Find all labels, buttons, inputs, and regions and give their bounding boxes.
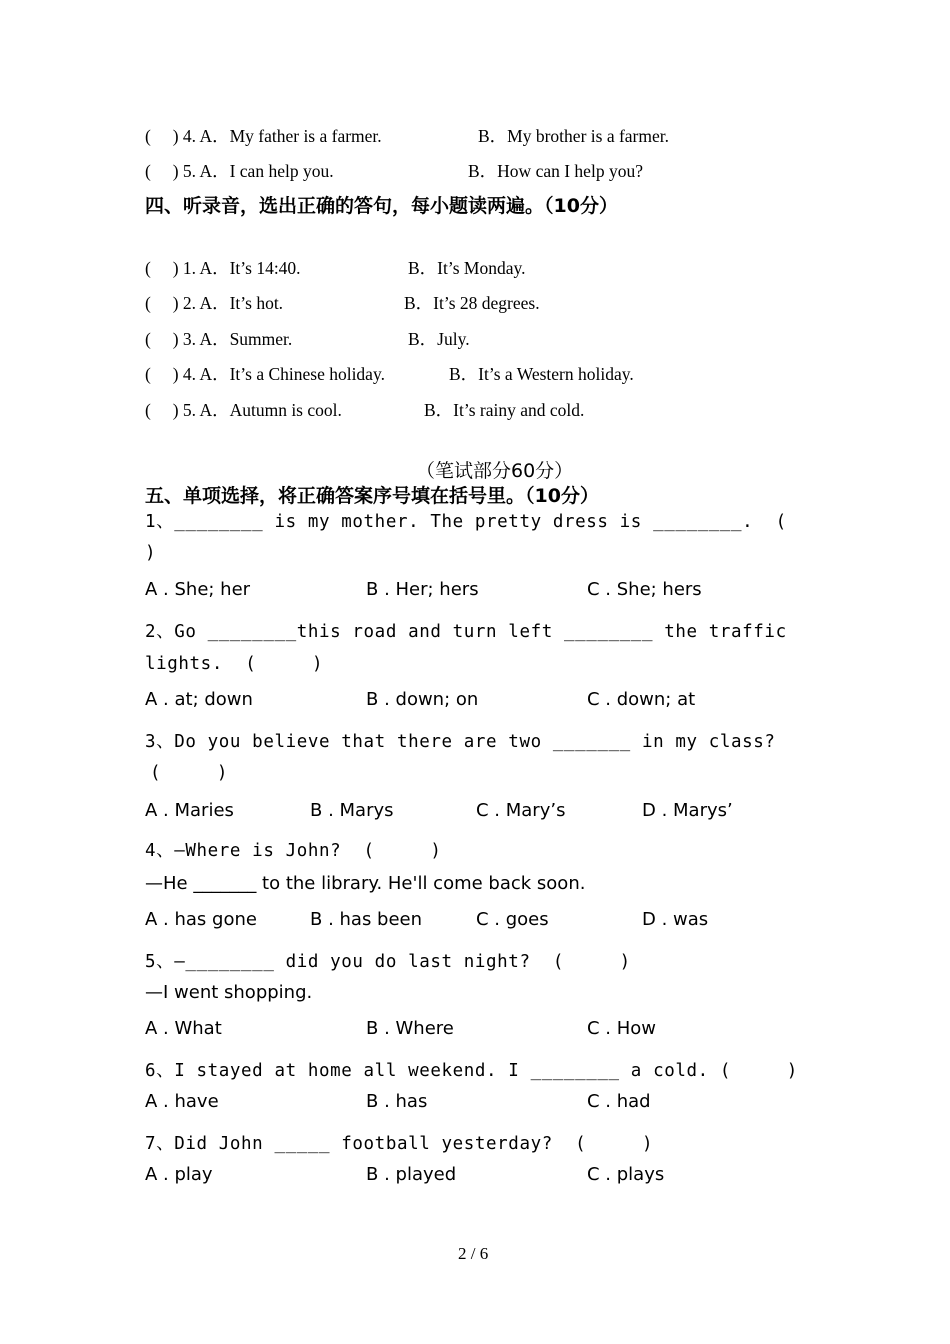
- s5-q5-option-a: A . What: [145, 1018, 222, 1039]
- s5-q2-option-b: B . down; on: [366, 689, 479, 710]
- s3-q4-option-b: B．My brother is a farmer.: [478, 126, 669, 146]
- s5-q5-option-b: B . Where: [366, 1018, 454, 1039]
- s5-q5-option-c: C . How: [587, 1018, 657, 1039]
- s5-q3-option-c: C . Mary’s: [476, 800, 566, 821]
- s5-q2-option-c: C . down; at: [587, 689, 696, 710]
- s4-q5-option-b: B．It’s rainy and cold.: [424, 400, 585, 420]
- s5-q7-option-a: A . play: [145, 1164, 213, 1185]
- s5-q4-line2: —He _______ to the library. He'll come back soon.: [145, 873, 586, 894]
- s5-q6-option-b: B . has: [366, 1091, 428, 1112]
- s5-q4-line1: 4、—Where is John? ( ): [145, 841, 442, 861]
- s5-q1-option-b: B . Her; hers: [366, 579, 479, 600]
- s4-q5-stem: ( ) 5. A．Autumn is cool.: [145, 400, 342, 420]
- s5-q3-option-a: A . Maries: [145, 800, 234, 821]
- s3-q4-stem: ( ) 4. A．My father is a farmer.: [145, 126, 382, 146]
- s5-q1-option-c: C . She; hers: [587, 579, 702, 600]
- s5-q1-line1: 1、________ is my mother. The pretty dress is ________. (: [145, 512, 787, 532]
- s4-q1-stem: ( ) 1. A．It’s 14:40.: [145, 258, 301, 278]
- s4-q1-option-b: B．It’s Monday.: [408, 258, 526, 278]
- s5-q2-option-a: A . at; down: [145, 689, 253, 710]
- s5-q2-line1: 2、Go ________this road and turn left ________ the traffic: [145, 622, 787, 642]
- s4-q3-option-b: B．July.: [408, 329, 470, 349]
- s4-q2-stem: ( ) 2. A．It’s hot.: [145, 293, 284, 313]
- s5-q4-option-b: B . has been: [310, 909, 423, 930]
- s5-q5-line1: 5、—________ did you do last night? ( ): [145, 952, 631, 972]
- section4-heading: 四、听录音，选出正确的答句，每小题读两遍。（10分）: [145, 195, 618, 217]
- s5-q3-line1: 3、Do you believe that there are two _______ in my class?: [145, 732, 776, 752]
- s5-q4-option-a: A . has gone: [145, 909, 257, 930]
- s3-q5-option-b: B．How can I help you?: [468, 161, 643, 181]
- written-part-title: （笔试部分60分）: [416, 460, 574, 482]
- s4-q2-option-b: B．It’s 28 degrees.: [404, 293, 540, 313]
- s5-q3-option-b: B . Marys: [310, 800, 394, 821]
- s5-q1-line2: ): [145, 543, 157, 563]
- s4-q4-stem: ( ) 4. A．It’s a Chinese holiday.: [145, 364, 385, 384]
- s5-q3-line2: ( ): [150, 763, 228, 783]
- s5-q5-line2: —I went shopping.: [145, 982, 313, 1003]
- s5-q4-option-c: C . goes: [476, 909, 549, 930]
- s3-q5-stem: ( ) 5. A．I can help you.: [145, 161, 334, 181]
- s5-q4-option-d: D . was: [642, 909, 709, 930]
- s5-q6-option-c: C . had: [587, 1091, 651, 1112]
- s5-q6-option-a: A . have: [145, 1091, 219, 1112]
- s5-q2-line2: lights. ( ): [145, 654, 324, 674]
- s5-q7-option-b: B . played: [366, 1164, 457, 1185]
- section5-heading: 五、单项选择，将正确答案序号填在括号里。（10分）: [145, 485, 599, 507]
- s4-q4-option-b: B．It’s a Western holiday.: [449, 364, 634, 384]
- s4-q3-stem: ( ) 3. A．Summer.: [145, 329, 293, 349]
- s5-q3-option-d: D . Marys’: [642, 800, 733, 821]
- s5-q6-line1: 6、I stayed at home all weekend. I ________ a cold. ( ): [145, 1061, 798, 1081]
- s5-q7-option-c: C . plays: [587, 1164, 665, 1185]
- page-number: 2 / 6: [458, 1244, 489, 1263]
- s5-q1-option-a: A . She; her: [145, 579, 251, 600]
- s5-q7-line1: 7、Did John _____ football yesterday? ( ): [145, 1134, 654, 1154]
